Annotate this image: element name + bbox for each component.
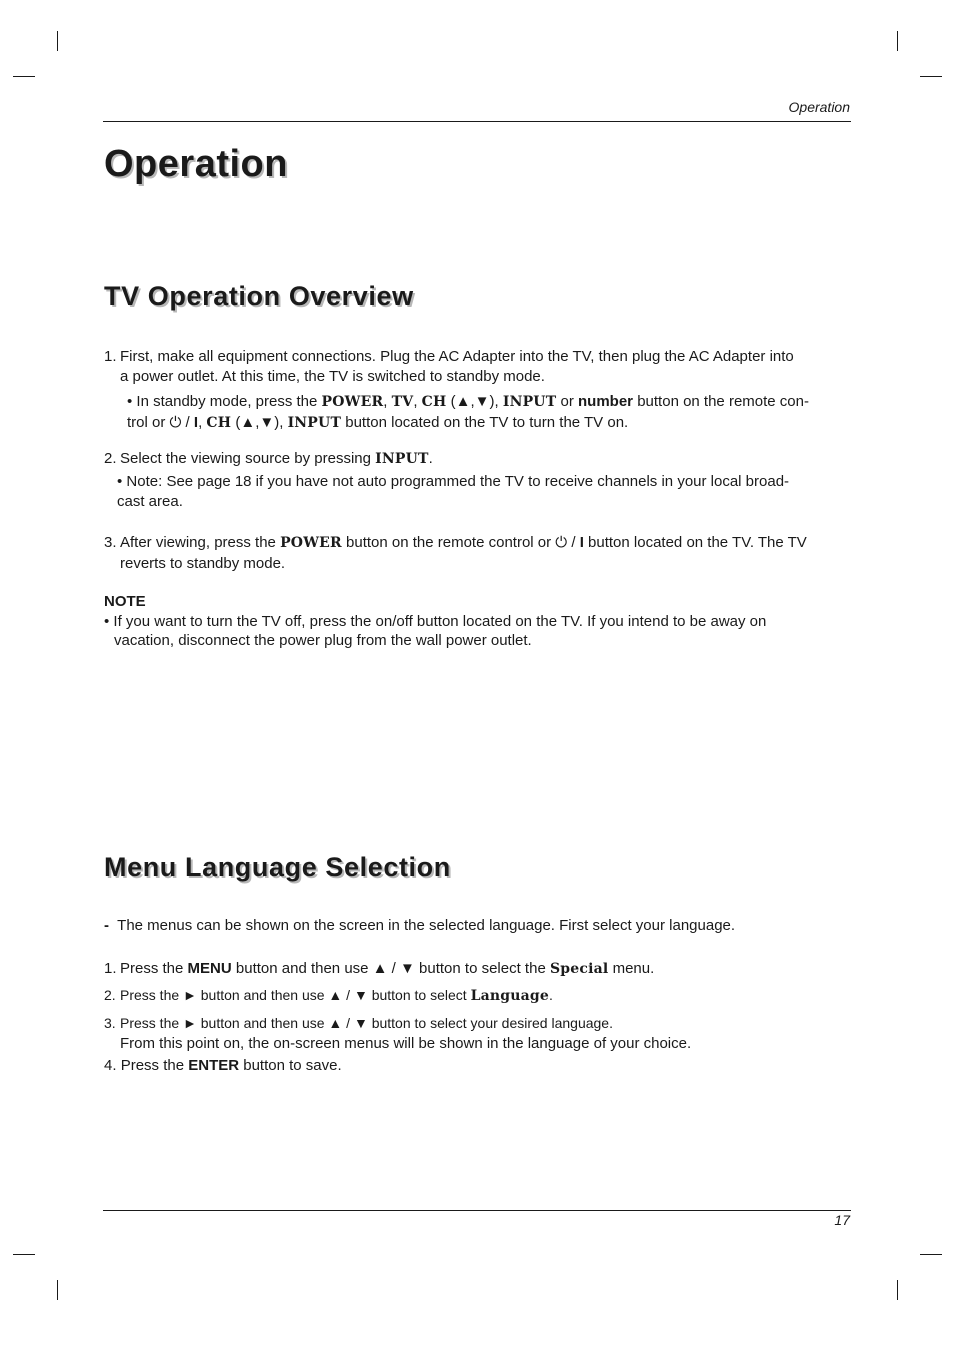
separator: , [198,413,203,431]
separator: , [413,393,418,410]
input-key: INPUT [502,394,557,410]
step-text: Press the [120,960,184,977]
note-label: NOTE [104,593,146,610]
step-number: 3. [104,1015,116,1031]
step-number: 3. [104,534,117,551]
tv-step-3 [104,533,854,573]
tv-step-1 [104,347,854,386]
crop-mark [57,31,58,51]
i-key: I [193,413,199,431]
input-key: INPUT [375,451,429,467]
crop-mark [13,76,35,77]
menu-language-intro [104,916,854,936]
page-number: 17 [834,1212,850,1228]
input-key: INPUT [287,414,342,431]
step-number: 1. [104,960,117,977]
section-heading-tv-overview: TV Operation Overview [104,281,414,311]
step-text: menu. [612,960,655,977]
step-text: First, make all equipment connections. Plug the AC Adapter into the TV, then plug the AC Adapter into [120,348,794,365]
note-text: vacation, disconnect the power plug from the wall power outlet. [114,632,532,649]
arrow-keys: (▲,▼), [235,413,284,431]
step-text: button located on the TV. The TV [588,534,807,551]
page-title: Operation [104,143,288,185]
tv-step-1-bullet [127,392,851,433]
crop-mark [920,76,942,77]
ch-key: CH [206,414,232,431]
crop-mark [57,1280,58,1300]
bullet-text: button located on the TV to turn the TV on. [345,413,629,431]
arrow-keys: (▲,▼), [450,393,499,410]
special-menu: Special [549,961,609,977]
menu-step-2 [104,986,854,1007]
or-text: or [560,393,574,410]
bullet-text: button on the remote con- [637,393,809,410]
header-rule [103,121,851,122]
i-key: I [579,534,584,551]
period: . [549,987,553,1003]
power-key: POWER [321,394,384,410]
step-text: After viewing, press the [120,534,276,551]
note-text: • If you want to turn the TV off, press the on/off button located on the TV. If you intend to be away on [104,612,767,630]
number-key: number [578,393,634,410]
bullet-text: trol or ⏻ / [127,413,190,431]
step-text: button to save. [243,1057,342,1074]
separator: , [383,393,388,410]
menu-step-4 [104,1056,854,1076]
section-heading-menu-language: Menu Language Selection [104,852,451,882]
step-text: Press the ► button and then use ▲ / ▼ button to select your desired language. [120,1015,613,1031]
tv-step-2-note [117,472,851,511]
step-text: button and then use ▲ / ▼ button to select the [235,960,546,977]
step-text: Select the viewing source by pressing [120,450,371,467]
intro-text: The menus can be shown on the screen in the selected language. First select your language. [117,917,736,934]
crop-mark [13,1254,35,1255]
step-text-cont: reverts to standby mode. [120,554,286,572]
menu-step-3 [104,1014,854,1053]
bullet-text: • In standby mode, press the [127,393,318,410]
language-menu: Language [470,988,549,1004]
step-number: 2. [104,987,116,1003]
menu-key: MENU [187,960,232,977]
running-head: Operation [788,99,850,115]
ch-key: CH [421,394,447,410]
step-number: 2. [104,450,117,467]
intro-dash: - [104,917,109,934]
step-text: Press the [120,1057,185,1074]
footer-rule [103,1210,851,1211]
period: . [428,450,433,467]
power-key: POWER [280,535,342,551]
note-text: cast area. [117,492,183,510]
tv-key: TV [391,394,414,410]
step-text-cont: From this point on, the on-screen menus will be shown in the language of your choice. [120,1034,692,1052]
step-text-cont: a power outlet. At this time, the TV is switched to standby mode. [120,367,545,385]
enter-key: ENTER [188,1057,240,1074]
crop-mark [897,1280,898,1300]
step-number: 4. [104,1057,117,1074]
step-text: button on the remote control or ⏻ / [346,534,576,551]
step-text: Press the ► button and then use ▲ / ▼ button to select [120,987,467,1003]
menu-step-1 [104,959,854,980]
note-text: • Note: See page 18 if you have not auto programmed the TV to receive channels in your local broad- [117,473,790,490]
step-number: 1. [104,348,117,365]
crop-mark [920,1254,942,1255]
note-block [104,592,854,651]
crop-mark [897,31,898,51]
tv-step-2 [104,449,854,470]
